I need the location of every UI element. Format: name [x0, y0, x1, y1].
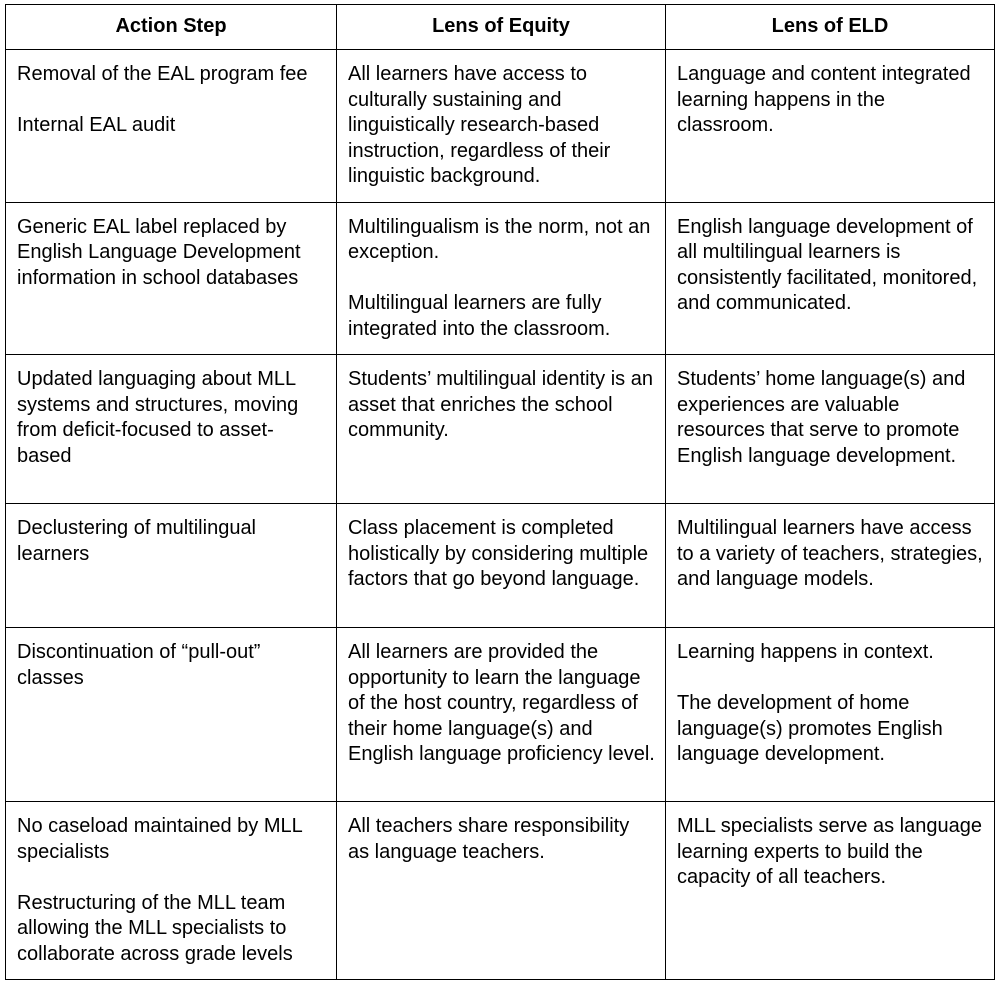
cell-paragraph: Multilingual learners have access to a variety of teachers, strategies, and language models. — [677, 517, 983, 590]
cell-paragraph: All learners are provided the opportunity to learn the language of the host country, regardless of their home language(s) and English language proficiency level. — [348, 641, 655, 765]
action-step-cell — [6, 802, 337, 980]
cell-paragraph: Updated languaging about MLL systems and structures, moving from deficit-focused to asset-based — [17, 368, 299, 467]
eld-cell — [666, 355, 995, 504]
equity-cell — [337, 50, 666, 203]
cell-paragraph: Students’ multilingual identity is an asset that enriches the school community. — [348, 368, 653, 441]
action-steps-table-container — [5, 4, 994, 980]
table-row — [6, 355, 995, 504]
cell-paragraph: No caseload maintained by MLL specialists — [17, 815, 302, 863]
eld-cell — [666, 504, 995, 628]
cell-paragraph: The development of home language(s) promotes English language development. — [677, 692, 943, 765]
action-step-cell — [6, 355, 337, 504]
action-step-cell — [6, 202, 337, 355]
cell-paragraph: Internal EAL audit — [17, 114, 176, 136]
header-lens-of-equity: Lens of Equity — [337, 5, 666, 50]
equity-cell — [337, 355, 666, 504]
eld-cell — [666, 802, 995, 980]
cell-paragraph: Multilingualism is the norm, not an exception. — [348, 215, 651, 263]
header-lens-of-eld: Lens of ELD — [666, 5, 995, 50]
cell-paragraph: Restructuring of the MLL team allowing the MLL specialists to collaborate across grade levels — [17, 891, 293, 965]
cell-paragraph: All learners have access to culturally sustaining and linguistically research-based instruction, regardless of their linguistic background. — [348, 63, 611, 187]
table-row — [6, 802, 995, 980]
table-row — [6, 202, 995, 355]
equity-cell — [337, 802, 666, 980]
cell-paragraph: Multilingual learners are fully integrated into the classroom. — [348, 292, 611, 340]
action-step-cell — [6, 628, 337, 802]
cell-paragraph: All teachers share responsibility as language teachers. — [348, 815, 630, 863]
header-action-step: Action Step — [6, 5, 337, 50]
cell-paragraph: Removal of the EAL program fee — [17, 63, 308, 85]
cell-paragraph: Learning happens in context. — [677, 641, 934, 663]
eld-cell — [666, 628, 995, 802]
cell-paragraph: Class placement is completed holistically by considering multiple factors that go beyond language. — [348, 517, 649, 590]
cell-paragraph: English language development of all multilingual learners is consistently facilitated, monitored, and communicated. — [677, 215, 978, 314]
cell-paragraph: Generic EAL label replaced by English Language Development information in school databases — [17, 215, 301, 289]
table-header-row — [6, 5, 995, 50]
action-steps-table — [5, 4, 995, 980]
cell-paragraph: Declustering of multilingual learners — [17, 517, 257, 565]
table-row — [6, 504, 995, 628]
equity-cell — [337, 628, 666, 802]
cell-paragraph: Students’ home language(s) and experiences are valuable resources that serve to promote English language development. — [677, 368, 966, 467]
cell-paragraph: Language and content integrated learning happens in the classroom. — [677, 63, 971, 136]
table-row — [6, 628, 995, 802]
action-step-cell — [6, 50, 337, 203]
action-step-cell — [6, 504, 337, 628]
equity-cell — [337, 504, 666, 628]
cell-paragraph: MLL specialists serve as language learning experts to build the capacity of all teachers. — [677, 815, 982, 888]
table-row — [6, 50, 995, 203]
equity-cell — [337, 202, 666, 355]
cell-paragraph: Discontinuation of “pull-out” classes — [17, 641, 261, 689]
eld-cell — [666, 50, 995, 203]
eld-cell — [666, 202, 995, 355]
